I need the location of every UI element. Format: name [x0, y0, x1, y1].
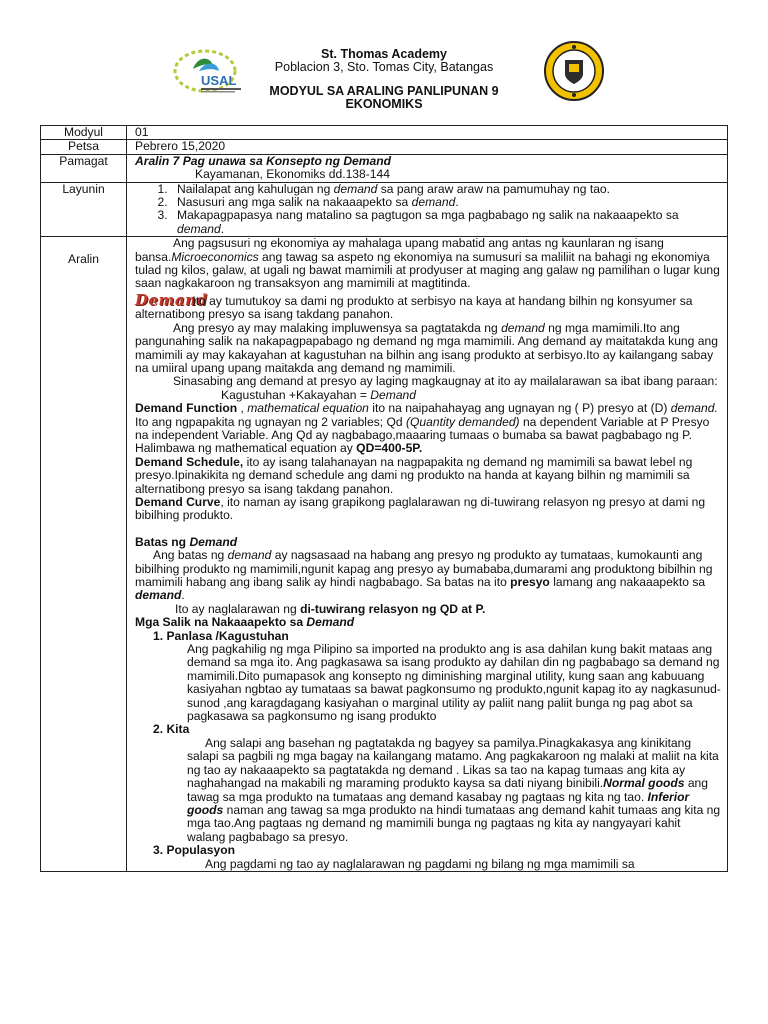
table-row: [41, 126, 728, 140]
school-address: Poblacion 3, Sto. Tomas City, Batangas: [274, 60, 494, 74]
factor-title: 1. Panlasa /Kagustuhan: [153, 628, 289, 643]
factor-text: Ang salapi ang basehan ng pagtatakda ng bagyey sa pamilya.Pinagkakasya ang kinikitang salapi sa pagbili ng mga bagay na kailangang matamo. Ang pagkakaroon ng malaki at maliit na kita ng tao ay nakaaapekto sa pagtatakda ng demand . Likas sa tao na kapag tumaas ang kita ay naghahangad na makabili ng maraming produkto kaysa sa dati niyang binibili.Normal goods ang tawag sa mga produkto na tumataas ang demand kasabay ng pagtaas ng kita ng tao. Inferior goods naman ang tawag sa mga produkto na hindi tumataas ang demand kahit tumaas ang kita ng mga tao.Ang pagtaas ng demand ng mamimili bunga ng pagtaas ng kita ay nangyayari kahit walang pagbabago sa presyo.: [187, 735, 721, 844]
row-label-aralin: Aralin: [41, 237, 127, 872]
document-header: [0, 0, 768, 125]
module-subject: EKONOMIKS: [345, 97, 423, 111]
relation-line: Ito ay naglalarawan ng di-tuwirang relasyon ng QD at P.: [175, 601, 486, 616]
objectives-list: [135, 183, 721, 237]
lesson-source: Kayamanan, Ekonomiks dd.138-144: [195, 167, 390, 182]
school-name: St. Thomas Academy: [321, 47, 447, 61]
list-item: 2. Nasusuri ang mga salik na nakaaapekto sa demand.: [171, 196, 721, 209]
batas-paragraph: Ang batas ng demand ay nagsasaad na habang ang presyo ng produkto ay tumataas, kumokaunti ang bibilhing produkto ng mamimili,ngunit kapag ang presyo ay bumababa,dumarami ang produktong bibilhin ng mamimili habang ang ibang salik ay hindi nagbabago. Sa batas na ito presyo lamang ang nakaaapekto sa demand.: [135, 548, 713, 603]
demand-curve-paragraph: Demand Curve, ito naman ay isang grapikong paglalarawan ng di-tuwirang relasyon ng presyo at dami ng bibilhing produkto.: [135, 494, 706, 523]
factor-title: 2. Kita: [153, 722, 190, 737]
module-info-table: [40, 125, 728, 872]
table-row: [41, 182, 728, 237]
demand-schedule-paragraph: Demand Schedule, ito ay isang talahanayan na nagpapakita ng demand ng mamimili sa bawat lebel ng presyo.Ipinakikita ng demand schedule ang dami ng produkto na handa at kayang bilhin ng mamimili sa alternatibong presyo sa isang takdang panahon.: [135, 454, 693, 496]
module-title: MODYUL SA ARALING PANLIPUNAN 9: [269, 84, 499, 98]
price-paragraph: Ang presyo ay may malaking impluwensya sa pagtatakda ng demand ng mga mamimili.Ito ang pangunahing salik na nakapagpapabago ng demand ng mga mamimili. Ang demand ay maitatakda kung ang mamimili ay may kakayahan at kagustuhan na bilhin ang isang produkto at serbisyo.Ito ay kailangang sabay na umiiral upang upang maitakda ang demand ng mamimili.: [135, 320, 718, 375]
row-label-pamagat: Pamagat: [41, 154, 127, 182]
batas-heading: Batas ng Demand: [135, 534, 238, 549]
demand-definition: Demand Ito ay tumutukoy sa dami ng produkto at serbisyo na kaya at handang bilhin ng konsyumer sa alternatibong presyo sa isang takdang panahon.: [135, 290, 693, 322]
svg-text:USAL: USAL: [201, 73, 237, 88]
list-item: 3. Makapagpapasya nang matalino sa pagtugon sa mga pagbabago ng salik na nakaaapekto sa demand.: [171, 209, 721, 236]
row-label-layunin: Layunin: [41, 182, 127, 237]
layunin-value: [127, 182, 728, 237]
demand-wordart: Demand: [135, 290, 208, 309]
aralin-value: [127, 237, 728, 872]
factor-text: Ang pagkahilig ng mga Pilipino sa imported na produkto ang is asa dahilan kung bakit mataas ang demand sa mga ito. Ang pagkasawa sa isang produkto ay dahilan din ng pagbabago sa demand ng mamimili.Dito pumapasok ang konsepto ng diminishing marginal utility, kung saan ang kabuuang kasiyahan ngbtao ay tumataas sa bawat pagkonsumo ng produkto,ngunit kapag ito ay nagkasunud-sunod ,ang karagdagang kasiyahan o marginal utility ay paliit nang paliit bunga ng pag abot sa pagkasawa sa pagkonsumo ng isang produkto: [187, 642, 721, 724]
table-row: [41, 154, 728, 182]
school-seal-icon: [543, 40, 605, 102]
demand-formula: Kagustuhan +Kakayahan = Demand: [221, 387, 416, 402]
table-row: [41, 237, 728, 872]
demand-function-paragraph: Demand Function , mathematical equation ito na naipahahayag ang ugnayan ng ( P) presyo at (D) demand. Ito ang ngpapakita ng ugnayan ng 2 variables; Qd (Quantity demanded) na dependent Variable at P Presyo na independent Variable. Ang Qd ay nagbabago,maaaring tumaas o bumaba sa bawat pagbabago ng P.: [135, 401, 718, 442]
row-label-petsa: Petsa: [41, 140, 127, 154]
table-row: [41, 140, 728, 154]
lesson-title: Aralin 7 Pag unawa sa Konsepto ng Demand: [135, 153, 392, 168]
factor-text: Ang pagdami ng tao ay naglalarawan ng pagdami ng bilang ng mga mamimili sa: [205, 856, 635, 871]
pamagat-value: [127, 154, 728, 182]
petsa-value: Pebrero 15,2020: [127, 140, 728, 154]
salik-heading: Mga Salik na Nakaaapekto sa Demand: [135, 615, 355, 630]
intro-paragraph: Ang pagsusuri ng ekonomiya ay mahalaga upang mabatid ang antas ng kaunlaran ng isang bansa.Microeconomics ang tawag sa aspeto ng ekonomiya na sumusuri sa maliliit na bahagi ng ekonomiya tulad ng kilos, galaw, at ugali ng bawat mamimili at prodyuser at maging ang galaw ng pamilihan o lugar kung saan nagkakaroon ng transaksyon ang mamimili at magtitinda.: [135, 236, 720, 291]
factor-title: 3. Populasyon: [153, 843, 235, 858]
equation-example: Halimbawa ng mathematical equation ay QD=400-5P.: [135, 441, 423, 456]
modyul-value: 01: [127, 126, 728, 140]
list-item: 1. Nailalapat ang kahulugan ng demand sa pang araw araw na pamumuhay ng tao.: [171, 183, 721, 196]
row-label-modyul: Modyul: [41, 126, 127, 140]
relation-paragraph: Sinasabing ang demand at presyo ay laging magkaugnay at ito ay mailalarawan sa ibat ibang paraan:: [173, 374, 718, 389]
